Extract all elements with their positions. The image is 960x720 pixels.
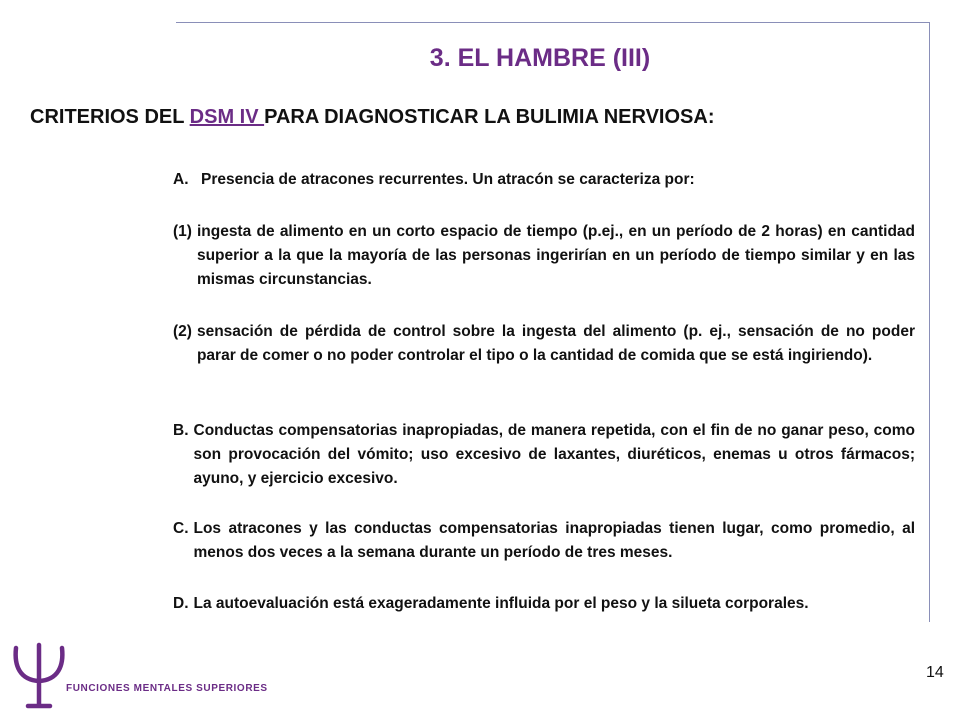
- criterion-text: sensación de pérdida de control sobre la ingesta del alimento (p. ej., sensación de no poder parar de comer o no poder controlar el tipo o la cantidad de comida que se está ingiriendo).: [196, 323, 915, 364]
- criterion-marker: B.: [173, 422, 189, 439]
- criterion-marker: C.: [173, 520, 189, 537]
- criterion-marker: D.: [173, 595, 189, 612]
- subtitle-text-before: CRITERIOS DEL: [30, 106, 190, 128]
- criterion-text: La autoevaluación está exageradamente influida por el peso y la silueta corporales.: [193, 595, 809, 612]
- criterion-a-2: [173, 320, 915, 368]
- slide-title: 3. EL HAMBRE (III): [429, 44, 651, 72]
- criterion-marker: A.: [173, 171, 189, 188]
- criterion-a-1: [173, 220, 915, 292]
- frame-top-line: [176, 22, 930, 23]
- criterion-a: [173, 168, 915, 192]
- dsm-iv-link[interactable]: DSM IV: [189, 106, 265, 128]
- criterion-text: Presencia de atracones recurrentes. Un atracón se caracteriza por:: [201, 171, 695, 188]
- footer-label: FUNCIONES MENTALES SUPERIORES: [66, 683, 268, 694]
- criterion-text: Los atracones y las conductas compensatorias inapropiadas tienen lugar, como promedio, al menos dos veces a la semana durante un período de tres meses.: [193, 520, 915, 561]
- page-number: 14: [926, 664, 944, 681]
- frame-right-line: [929, 22, 930, 622]
- criterion-b: [173, 419, 915, 491]
- criterion-c: [173, 517, 915, 565]
- criterion-marker: (1): [173, 223, 192, 240]
- criterion-marker: (2): [173, 323, 192, 340]
- psi-icon: [10, 640, 68, 712]
- criterion-text: Conductas compensatorias inapropiadas, de manera repetida, con el fin de no ganar peso, como son provocación del vómito; uso excesivo de laxantes, diuréticos, enemas u otros fármacos; ayuno, y ejercicio excesivo.: [193, 422, 915, 487]
- criterion-d: [173, 592, 915, 616]
- subtitle-text-after: PARA DIAGNOSTICAR LA BULIMIA NERVIOSA:: [264, 106, 715, 128]
- criterion-text: ingesta de alimento en un corto espacio de tiempo (p.ej., en un período de 2 horas) en cantidad superior a la que la mayoría de las personas ingerirían en un período de tiempo similar y en las mismas circunstancias.: [196, 223, 915, 288]
- slide-subtitle: [30, 103, 910, 131]
